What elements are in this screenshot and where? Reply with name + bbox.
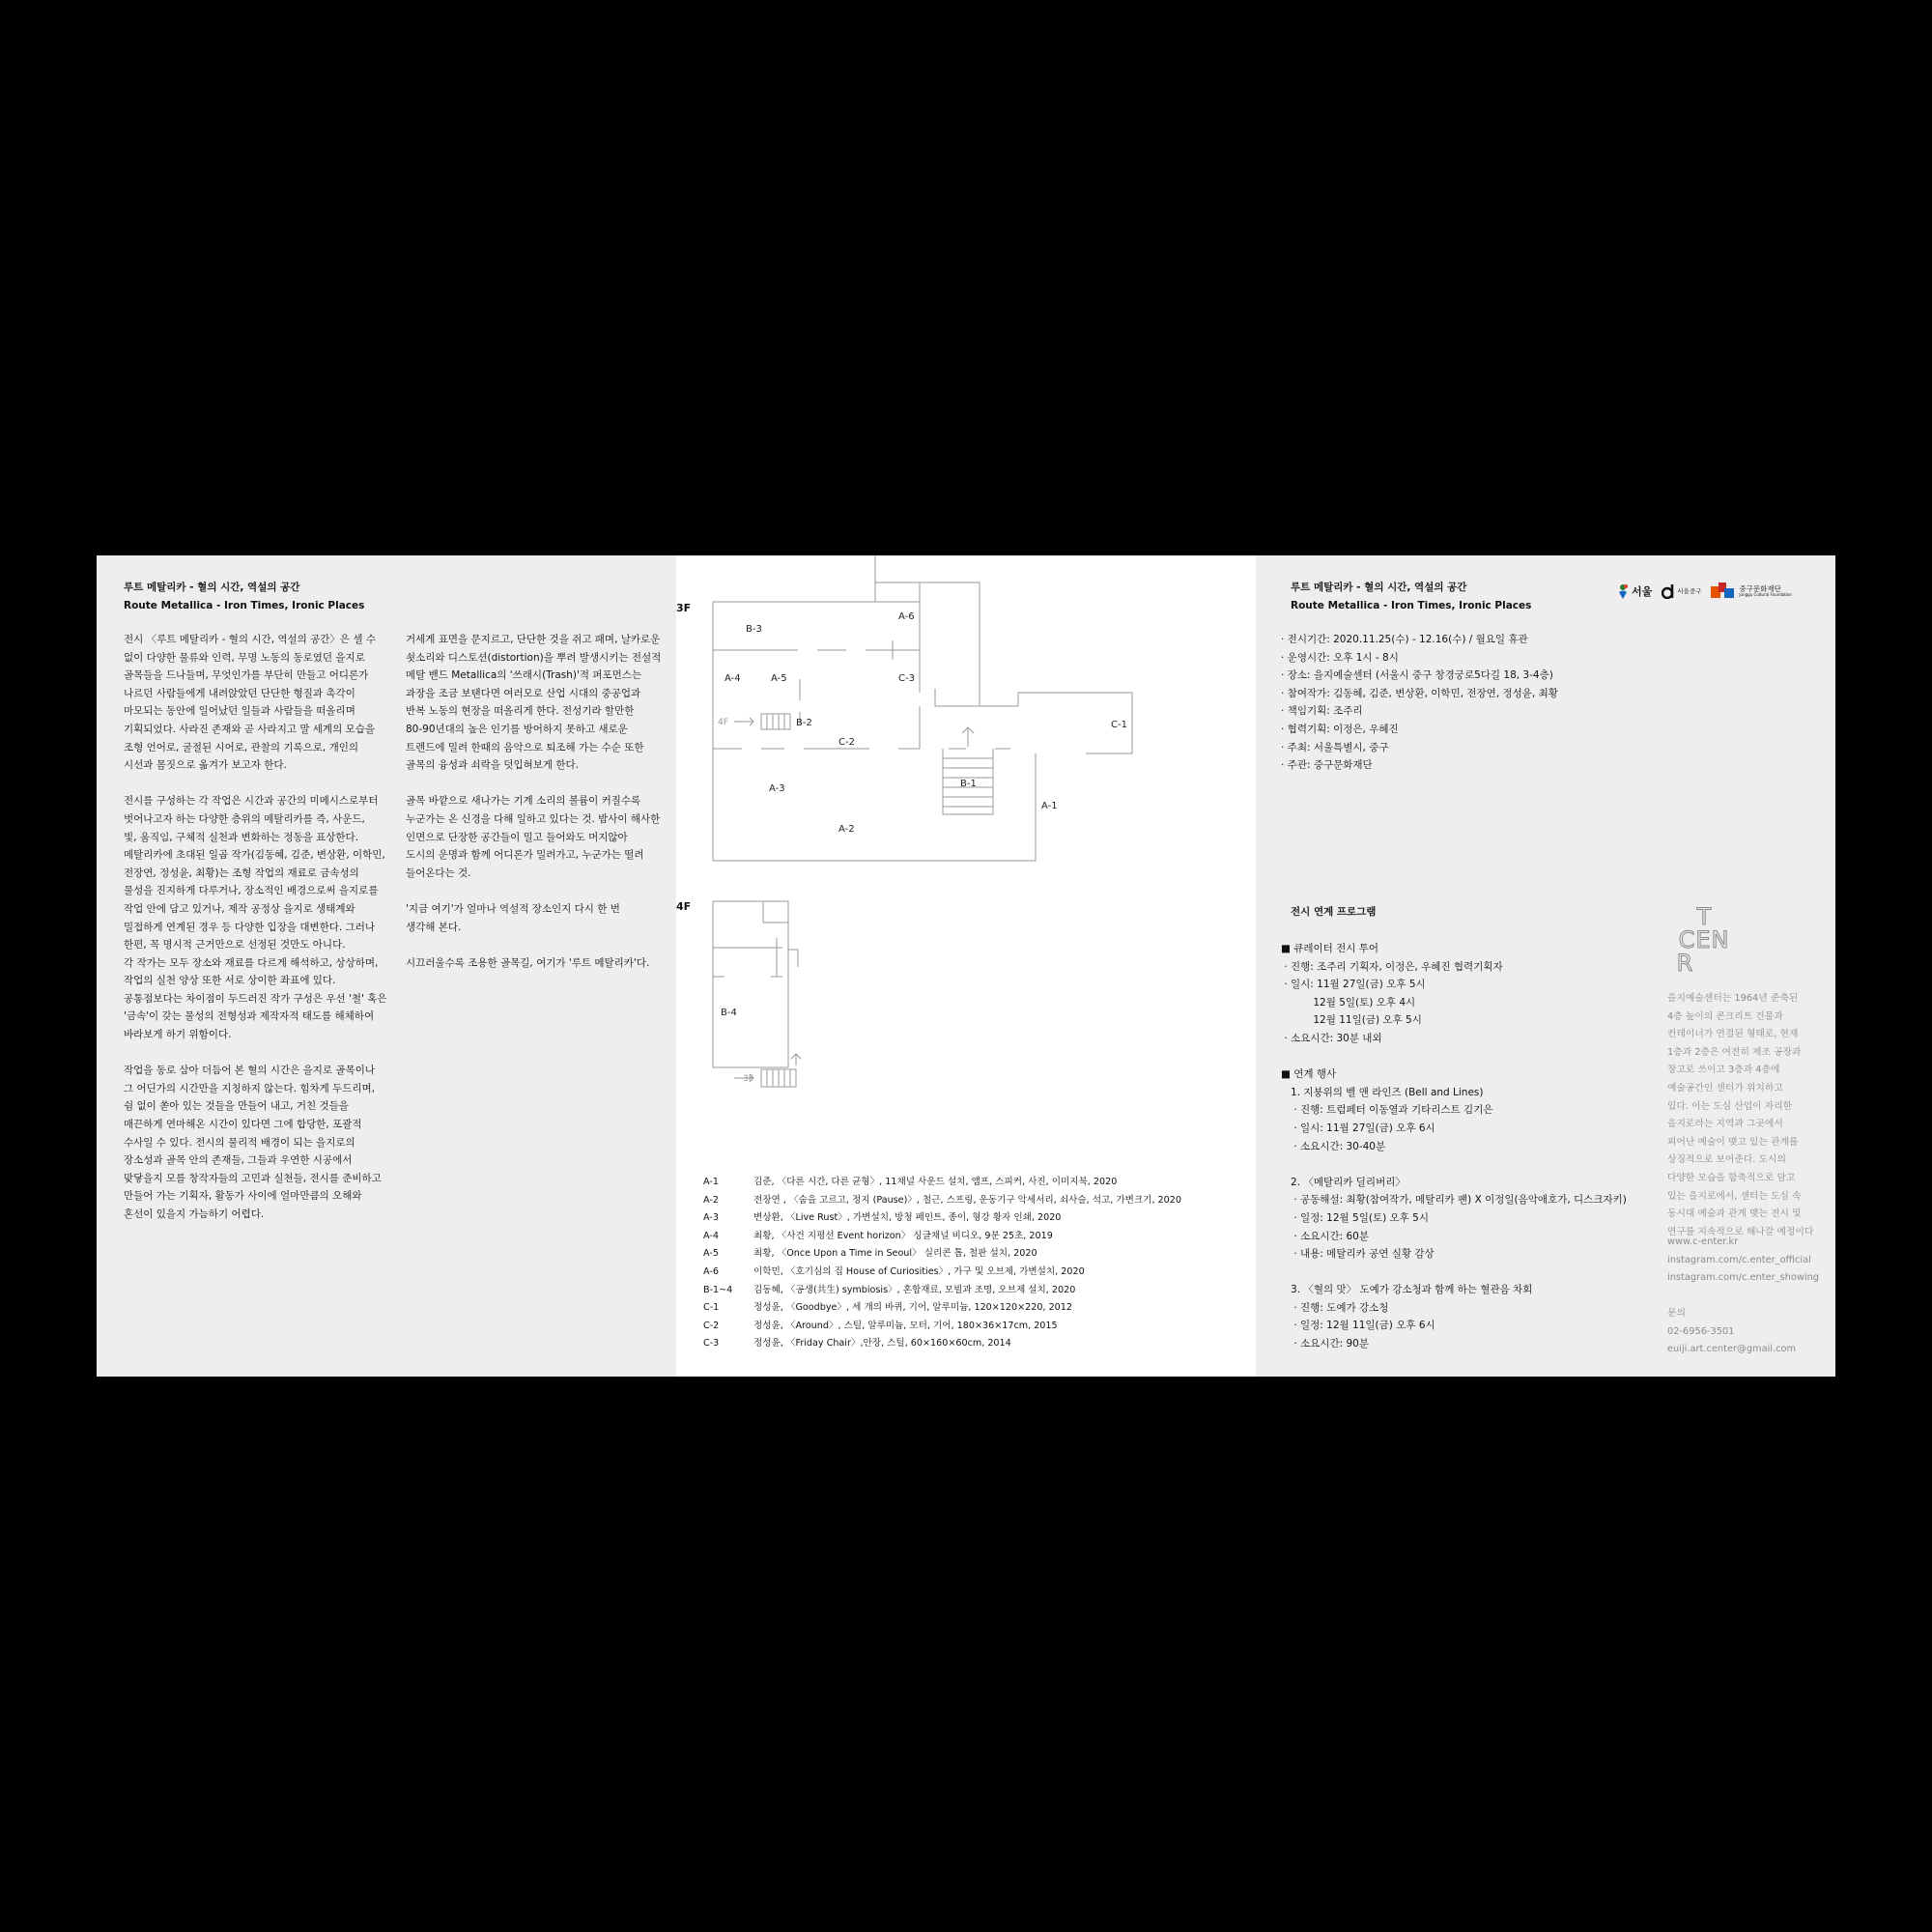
room-label: A-2 bbox=[838, 824, 855, 835]
room-label: A-3 bbox=[769, 783, 785, 794]
junggu-logo-icon bbox=[1662, 583, 1675, 599]
seoul-logo-icon bbox=[1617, 583, 1629, 599]
room-label: B-2 bbox=[796, 718, 812, 728]
work-description: 변상환, 〈Live Rust〉, 가변설치, 방청 페인트, 종이, 형강 황자 인쇄, 2020 bbox=[753, 1212, 1062, 1224]
exhibition-title-repeat: 루트 메탈리카 - 혈의 시간, 역설의 공간 Route Metallica - Iron Times, Ironic Places bbox=[1291, 582, 1532, 611]
works-list bbox=[703, 1174, 1181, 1353]
work-description: 김준, 〈다른 시간, 다른 균형〉, 11채널 사운드 설치, 앰프, 스피커, 사진, 이미지북, 2020 bbox=[753, 1177, 1118, 1187]
c-enter-logo-letter: T bbox=[1696, 903, 1712, 930]
room-label: A-6 bbox=[898, 611, 915, 622]
program-details: ■ 큐레이터 전시 투어 · 진행: 조주리 기획자, 이정은, 우혜진 협력기획자 · 일시: 11월 27일(금) 오후 5시 12월 5일(토) 오후 4시 12월 11일(금) 오후 5시 · 소요시간: 30분 내외 ■ 연계 행사 1. 지붕위의 벨 앤 라인즈 (Bell and Lines) · 진행: 트럼페터 이동열과 기타리스트 김기은 · 일시: 11월 27일(금) 오후 6시 · 소요시간: 30-40분 2. 〈메탈리카 딜리버리〉 · 공동해설: 최황(참여작가, 메탈리카 팬) X 이정일(음악애호가, 디스크자키) · 일정: 12월 5일(토) 오후 5시 · 소요시간: 60분 · 내용: 메탈리카 공연 실황 감상 3. 〈혈의 맛〉 도예가 강소청과 함께 하는 혈관음 차회 · 진행: 도예가 강소청 · 일정: 12월 11일(금) 오후 6시 · 소요시간: 90분 bbox=[1281, 943, 1627, 1350]
exhibition-info: · 전시기간: 2020.11.25(수) - 12.16(수) / 월요일 휴관 · 운영시간: 오후 1시 - 8시 · 장소: 을지예술센터 (서울시 중구 창경궁로5다길 18, 3-4층) · 참여작가: 김동혜, 김준, 변상환, 이학민, 전장연, 정성윤, 최황 · 책임기획: 조주리 · 협력기획: 이정은, 우혜진 · 주최: 서울특별시, 중구 · 주관: 중구문화재단 bbox=[1281, 634, 1558, 772]
exhibition-title: 루트 메탈리카 - 혈의 시간, 역설의 공간 Route Metallica - Iron Times, Ironic Places bbox=[124, 582, 365, 611]
foundation-logo-text bbox=[1739, 585, 1791, 597]
floor-plan bbox=[676, 555, 1256, 1135]
work-code: A-4 bbox=[703, 1230, 719, 1241]
work-code: A-3 bbox=[703, 1212, 719, 1224]
work-description: 정성윤, 〈Goodbye〉, 세 개의 바퀴, 기어, 알루미늄, 120×120×220, 2012 bbox=[753, 1302, 1072, 1314]
seoul-logo bbox=[1617, 583, 1652, 599]
floor-label-4f: 4F bbox=[676, 900, 692, 913]
rooms-3f bbox=[724, 611, 1127, 835]
work-code: A-2 bbox=[703, 1194, 719, 1206]
room-label: A-5 bbox=[771, 673, 787, 684]
stair-label-to-3f: 3F bbox=[743, 1074, 753, 1084]
sponsor-logos bbox=[1617, 582, 1792, 600]
room-label: B-3 bbox=[746, 624, 762, 635]
work-row bbox=[703, 1299, 1181, 1318]
work-description: 전장연 , 〈숨을 고르고, 정지 (Pause)〉, 철근, 스프링, 운동기구 악세서리, 쇠사슬, 석고, 가변크기, 2020 bbox=[753, 1194, 1181, 1206]
work-row bbox=[703, 1174, 1181, 1192]
work-code: A-1 bbox=[703, 1177, 719, 1187]
room-label: C-3 bbox=[898, 673, 915, 684]
center-about-text: 을지예술센터는 1964년 준축된 4층 높이의 콘크리트 건물과 컨테이너가 연결된 형태로, 현재 1층과 2층은 여전히 제조 공장과 창고로 쓰이고 3층과 4층에 예술공간인 센터가 위치하고 있다. 이는 도심 산업이 자리한 을지로라는 지역과 그곳에서 피어난 예술이 맺고 있는 관계를 상징적으로 보여준다. 도시의 다양한 모습을 함축적으로 담고 있는 을지로에서, 센터는 도심 속 동시대 예술과 관계 맺는 전시 및 연구를 지속적으로 해나갈 예정이다 bbox=[1667, 993, 1814, 1237]
panel-floor-plan bbox=[676, 555, 1256, 1377]
floor-label-3f: 3F bbox=[676, 602, 692, 614]
intro-text-column-1: 전시 〈루트 메탈리카 - 혈의 시간, 역설의 공간〉은 셀 수 없이 다양한 물류와 인력, 무명 노동의 동로였던 을지로 골목들을 드나들며, 무엇인가를 부단히 만들고 어디론가 나르던 사람들에게 내려앉았던 단단한 형질과 촉각이 마모되는 동안에 일어났던 일들과 사람들을 떠올리며 기획되었다. 사라진 존재와 곧 사라지고 말 세계의 모습을 조형 언어로, 굴절된 시어로, 관찰의 기록으로, 개인의 시선과 몸짓으로 옮겨가 보고자 한다. 전시를 구성하는 각 작업은 시간과 공간의 미메시스로부터 벗어나고자 하는 다양한 층위의 메탈리카를 즉, 사운드, 빛, 움직임, 구체적 실천과 변화하는 정동을 표상한다. 메탈리카에 초대된 일곱 작가(김동혜, 김준, 변상환, 이학민, 전장연, 정성윤, 최황)는 조형 작업의 재료로 금속성의 물성을 진지하게 다루거나, 장소적인 배경으로써 을지로를 작업 안에 담고 있거나, 제작 공정상 을지로 생태계와 밀접하게 연계된 경우 등 다양한 입장을 대변한다. 그러나 한편, 꼭 명시적 근거만으로 선정된 것만도 아니다. 각 작가는 모두 장소와 재료를 다르게 해석하고, 상상하며, 작업의 실천 양상 또한 서로 상이한 좌표에 있다. 공통점보다는 차이점이 두드러진 작가 구성은 우선 '철' 혹은 '금속'이 갖는 물성의 전형성과 제작자적 태도를 해체하여 바라보게 하기 위함이다. 작업을 동로 삼아 더듬어 본 혈의 시간은 을지로 골목이나 그 어딘가의 시간만을 지칭하지 않는다. 힘차게 두드리며, 쉼 없이 쏟아 있는 것들을 만들어 내고, 거친 것들을 매끈하게 연마해온 시간이 있다면 그에 합당한, 포괄적 수사일 수 있다. 전시의 물리적 배경이 되는 을지로의 장소성과 골목 안의 존재들, 그들과 우연한 시공에서 맞닿을지 모를 창작자들의 고민과 실천들, 전시를 준비하고 만들어 가는 기획자, 활동가 사이에 얼마만큼의 오해와 혼선이 있을지 가늠하기 어렵다. bbox=[124, 634, 387, 1220]
seoul-logo-text: 서울 bbox=[1632, 585, 1653, 598]
stair-label-to-4f: 4F bbox=[718, 718, 728, 727]
work-description: 김동혜, 〈공생(共生) symbiosis〉, 혼합재료, 모빌과 조명, 오브제 설치, 2020 bbox=[753, 1284, 1076, 1295]
work-description: 이학민, 〈호기심의 집 House of Curiosities〉, 가구 및 오브제, 가변설치, 2020 bbox=[753, 1265, 1085, 1277]
work-code: C-1 bbox=[703, 1302, 720, 1314]
foundation-name: 중구문화재단 bbox=[1739, 584, 1781, 593]
work-row bbox=[703, 1192, 1181, 1210]
room-label: B-4 bbox=[721, 1008, 737, 1018]
c-enter-logo-letter: R bbox=[1676, 950, 1693, 977]
room-label: C-1 bbox=[1111, 720, 1127, 730]
work-row bbox=[703, 1335, 1181, 1353]
work-code: C-2 bbox=[703, 1320, 720, 1331]
work-row bbox=[703, 1264, 1181, 1282]
room-label: A-1 bbox=[1041, 801, 1058, 811]
work-row bbox=[703, 1318, 1181, 1336]
panel-intro bbox=[97, 555, 676, 1377]
junggu-logo bbox=[1662, 583, 1701, 599]
work-row bbox=[703, 1209, 1181, 1228]
c-enter-logo-letter: CEN bbox=[1678, 926, 1730, 953]
foundation-logo bbox=[1711, 582, 1791, 600]
plan-walls-3f bbox=[713, 555, 1132, 861]
plan-walls-4f bbox=[713, 901, 801, 1087]
room-label: B-1 bbox=[960, 779, 977, 789]
work-row bbox=[703, 1282, 1181, 1300]
work-description: 정성윤, 〈Around〉, 스틸, 알루미늄, 모터, 기어, 180×36×17cm, 2015 bbox=[753, 1320, 1058, 1331]
junggu-logo-text: 서울중구 bbox=[1677, 586, 1702, 595]
center-links: www.c-enter.kr instagram.com/c.enter_official instagram.com/c.enter_showing bbox=[1667, 1236, 1820, 1284]
center-contact: 문의 02-6956-3501 euiji.art.center@gmail.com bbox=[1667, 1308, 1797, 1355]
work-description: 최황, 〈Once Upon a Time in Seoul〉 실리콘 톱, 철판 설치, 2020 bbox=[753, 1248, 1037, 1260]
work-code: A-5 bbox=[703, 1248, 719, 1260]
work-code: C-3 bbox=[703, 1338, 720, 1350]
work-row bbox=[703, 1245, 1181, 1264]
room-label: A-4 bbox=[724, 673, 741, 684]
work-description: 정성윤, 〈Friday Chair〉,안장, 스틸, 60×160×60cm, 2014 bbox=[753, 1338, 1011, 1350]
work-row bbox=[703, 1228, 1181, 1246]
work-code: A-6 bbox=[703, 1265, 719, 1277]
panel-info bbox=[1256, 555, 1835, 1377]
intro-text-column-2: 거세게 표면을 문지르고, 단단한 것을 쥐고 패며, 날카로운 쇳소리와 디스토션(distortion)을 뿌려 발생시키는 전설적 메탈 밴드 Metallica의 '쓰래시(Trash)'적 퍼포먼스는 과장을 조금 보탠다면 여러모로 산업 시대의 중공업과 반복 노동의 현장을 떠올리게 한다. 전성기라 할만한 80-90년대의 높은 인기를 방어하지 못하고 새로운 트렌드에 밀려 한때의 음악으로 퇴조해 가는 수순 또한 골목의 융성과 쇠락을 덧입혀보게 한다. 골목 바깥으로 새나가는 기계 소리의 볼륨이 커질수록 누군가는 온 신경을 다해 일하고 있다는 것. 밤사이 해사한 인면으로 단장한 공간들이 밀고 들어와도 머지않아 도시의 운명과 함께 어디론가 밀려가고, 누군가는 떨려 들어온다는 것. '지금 여기'가 얼마나 역설적 장소인지 다시 한 번 생각해 본다. 시끄러울수록 조용한 골목길, 여기가 '루트 메탈리카'다. bbox=[406, 634, 662, 969]
room-label: C-2 bbox=[838, 737, 855, 748]
work-code: B-1~4 bbox=[703, 1284, 733, 1295]
foundation-logo-icon bbox=[1711, 582, 1736, 600]
foundation-name-en: Junggu Cultural Foundation bbox=[1739, 592, 1792, 597]
program-title: 전시 연계 프로그램 bbox=[1291, 906, 1377, 918]
work-description: 최황, 〈사건 지평선 Event horizon〉 싱글채널 비디오, 9분 25초, 2019 bbox=[753, 1230, 1053, 1241]
c-enter-logo bbox=[1665, 903, 1743, 977]
